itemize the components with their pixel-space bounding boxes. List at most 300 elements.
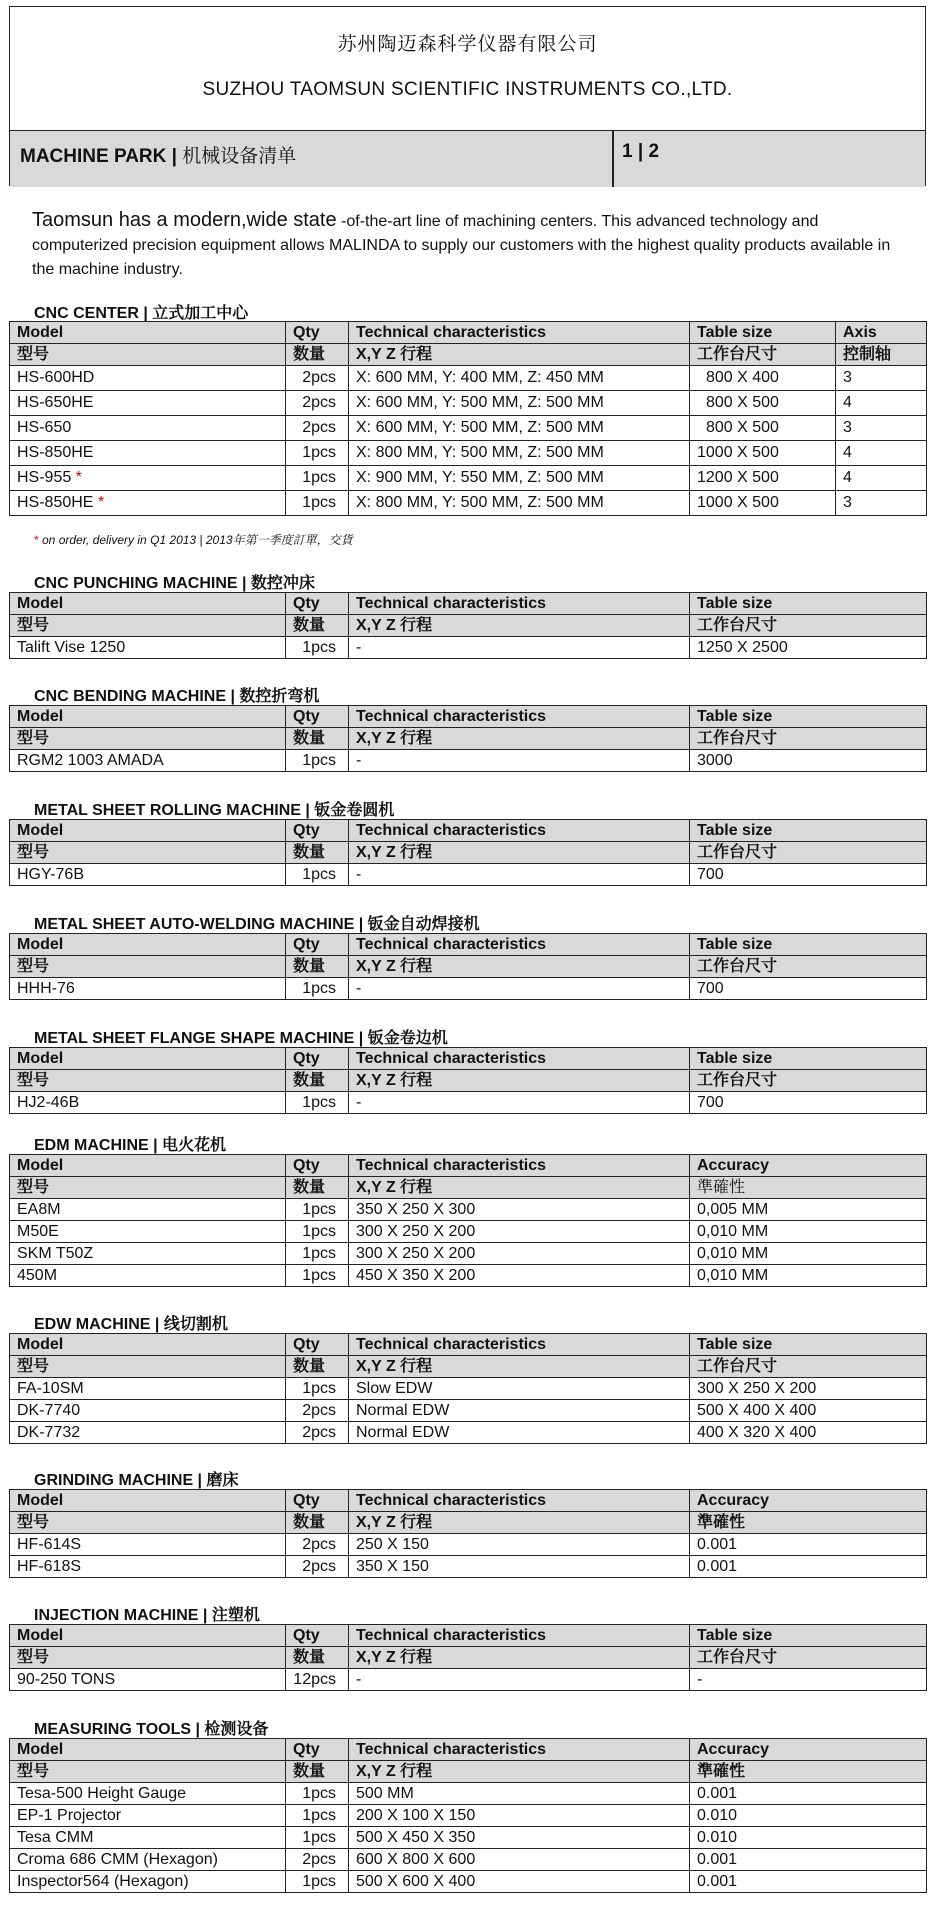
column-header: Model [10,706,286,728]
table-injection [9,1624,927,1691]
column-header: 型号 [10,1177,286,1199]
table-row [10,1669,927,1691]
column-header: 型号 [10,842,286,864]
table-cell: * [34,533,39,547]
column-header: Technical characteristics [349,1048,690,1070]
table-cell: 立式加工中心 [152,305,249,322]
column-header: Qty [286,1625,349,1647]
section-title-edw [34,1311,228,1334]
table-row [10,1221,927,1243]
table-row [10,1805,927,1827]
column-header: Qty [286,322,349,344]
section-title-measuring [34,1716,268,1739]
column-header: Model [10,593,286,615]
table-cell: 线切割机 [163,1316,228,1333]
column-header: Model [10,934,286,956]
table-cell: 3 [836,366,927,391]
column-header: Qty [286,1048,349,1070]
table-cell: HF-614S [10,1534,286,1556]
table-rolling [9,819,927,886]
table-cell: 1pcs [286,491,349,516]
table-cell: M50E [10,1221,286,1243]
column-header: 数量 [286,1512,349,1534]
table-cell: RGM2 1003 AMADA [10,750,286,772]
table-cell: HS-650HE [10,391,286,416]
table-cell: 1pcs [286,441,349,466]
table-cell: - [690,1669,927,1691]
column-header: Technical characteristics [349,706,690,728]
table-cell: 3 [836,491,927,516]
column-header: 型号 [10,956,286,978]
table-row [10,1243,927,1265]
page-number: 1 | 2 [622,141,660,162]
table-row [10,1871,927,1893]
column-header: X,Y Z 行程 [349,615,690,637]
column-header: Axis [836,322,927,344]
column-header: Model [10,322,286,344]
table-cell: 300 X 250 X 200 [349,1221,690,1243]
column-header: 型号 [10,615,286,637]
page-title [20,141,296,168]
column-header: Table size [690,706,927,728]
table-cell: 1pcs [286,1243,349,1265]
table-cell: 1pcs [286,1265,349,1287]
column-header: Technical characteristics [349,593,690,615]
column-header: Technical characteristics [349,1155,690,1177]
table-cell: 0.010 [690,1827,927,1849]
table-cell: HHH-76 [10,978,286,1000]
table-cell: 12pcs [286,1669,349,1691]
column-header: Model [10,1490,286,1512]
column-header: Technical characteristics [349,820,690,842]
table-cell: 400 X 320 X 400 [690,1422,927,1444]
column-header: X,Y Z 行程 [349,1356,690,1378]
table-row [10,1534,927,1556]
table-bending [9,705,927,772]
column-header: Model [10,1625,286,1647]
header-row-cn [10,615,927,637]
table-cell: 4 [836,391,927,416]
section-title-edm [34,1132,226,1155]
table-cell: - [349,1092,690,1114]
column-header: Technical characteristics [349,1334,690,1356]
order-star: * [75,469,82,486]
table-row [10,1827,927,1849]
table-cell: HJ2-46B [10,1092,286,1114]
column-header: Table size [690,322,836,344]
table-row [10,1265,927,1287]
table-cell: 700 [690,978,927,1000]
header-row-cn [10,1647,927,1669]
table-cell: DK-7740 [10,1400,286,1422]
table-edw [9,1333,927,1444]
column-header: Table size [690,1048,927,1070]
header-row-cn [10,1356,927,1378]
column-header: Technical characteristics [349,322,690,344]
section-title-grinding [34,1467,239,1490]
table-cell: 0,010 MM [690,1221,927,1243]
column-header: Table size [690,820,927,842]
table-cell: 1pcs [286,1221,349,1243]
column-header: 型号 [10,1761,286,1783]
page-title-en: MACHINE PARK | [20,146,183,167]
table-cell: 1pcs [286,1805,349,1827]
table-cell: 1pcs [286,637,349,659]
table-cell: 600 X 800 X 600 [349,1849,690,1871]
table-cell: 90-250 TONS [10,1669,286,1691]
table-cell: 500 X 450 X 350 [349,1827,690,1849]
table-cell: 800 X 500 [690,416,836,441]
table-cell: EP-1 Projector [10,1805,286,1827]
table-cell: 数控冲床 [250,575,315,592]
table-row [10,1400,927,1422]
section-title-bending [34,683,319,706]
column-header: 数量 [286,344,349,366]
table-cell: EA8M [10,1199,286,1221]
table-cell: FA-10SM [10,1378,286,1400]
table-cell: Slow EDW [349,1378,690,1400]
header-row-cn [10,1177,927,1199]
table-row [10,1092,927,1114]
table-cell: 0,005 MM [690,1199,927,1221]
intro-lead: Taomsun has a modern,wide state [32,209,337,231]
table-cell: GRINDING MACHINE | [34,1472,207,1489]
column-header: Technical characteristics [349,1490,690,1512]
table-cell: 4 [836,466,927,491]
table-cell: - [349,978,690,1000]
column-header: Technical characteristics [349,1739,690,1761]
table-cell: 1pcs [286,1783,349,1805]
table-cell: Normal EDW [349,1422,690,1444]
table-cell: 1pcs [286,750,349,772]
table-cell: METAL SHEET ROLLING MACHINE | [34,802,315,819]
table-row [10,1199,927,1221]
table-flange [9,1047,927,1114]
table-cell: X: 600 MM, Y: 500 MM, Z: 500 MM [349,416,690,441]
table-cell: 1pcs [286,1199,349,1221]
table-cell: 700 [690,864,927,886]
table-cell: 500 X 600 X 400 [349,1871,690,1893]
table-row [10,978,927,1000]
column-header: 型号 [10,1647,286,1669]
table-cell: 电火花机 [162,1137,227,1154]
table-edm [9,1154,927,1287]
table-punching [9,592,927,659]
table-cell: 800 X 500 [690,391,836,416]
table-cell: 0,010 MM [690,1243,927,1265]
table-cell: SKM T50Z [10,1243,286,1265]
table-cell: 2pcs [286,366,349,391]
table-row [10,1378,927,1400]
column-header: 数量 [286,1177,349,1199]
table-cnc-center [9,321,927,516]
table-cell: 0.001 [690,1556,927,1578]
table-cell: 0.001 [690,1783,927,1805]
column-header: 型号 [10,1070,286,1092]
table-cell: - [349,864,690,886]
table-cell: EDW MACHINE | [34,1316,164,1333]
column-header: 数量 [286,842,349,864]
page-title-cn: 机械设备清单 [182,146,297,167]
header-row-cn [10,728,927,750]
column-header: 数量 [286,728,349,750]
table-measuring [9,1738,927,1893]
column-header: Qty [286,1490,349,1512]
title-band [10,130,925,187]
table-cell: 250 X 150 [349,1534,690,1556]
table-cell: 500 MM [349,1783,690,1805]
column-header: Model [10,1739,286,1761]
intro-rest: -of-the-art line of machining centers. This advanced technology and computerized precision equipment allows MALINDA to supply our customers with the highest quality products available in the machine industry. [32,213,891,278]
table-cell: MEASURING TOOLS | [34,1721,205,1738]
section-title-rolling [34,797,394,820]
table-cell: 1200 X 500 [690,466,836,491]
column-header: Qty [286,820,349,842]
column-header: Accuracy [690,1739,927,1761]
table-cell: - [349,1669,690,1691]
column-header: 型号 [10,1512,286,1534]
table-cell: Talift Vise 1250 [10,637,286,659]
table-cell: 1pcs [286,864,349,886]
header-row [10,706,927,728]
column-header: 工作台尺寸 [690,956,927,978]
header-row [10,1739,927,1761]
column-header: Accuracy [690,1490,927,1512]
table-cell: 3 [836,416,927,441]
header-row [10,593,927,615]
column-header: Qty [286,593,349,615]
table-cell: 2pcs [286,1422,349,1444]
column-header: 控制轴 [836,344,927,366]
column-header: Table size [690,593,927,615]
table-row [10,1422,927,1444]
column-header: Table size [690,1334,927,1356]
column-header: X,Y Z 行程 [349,1070,690,1092]
header-row-cn [10,1070,927,1092]
table-cell: 钣金卷边机 [367,1030,448,1047]
table-cell: CNC BENDING MACHINE | [34,688,240,705]
column-header: 数量 [286,956,349,978]
column-header: 工作台尺寸 [690,842,927,864]
table-cell: 0.001 [690,1849,927,1871]
column-header: Model [10,1334,286,1356]
table-cell: 700 [690,1092,927,1114]
table-cell: 1pcs [286,1871,349,1893]
table-cell: 2pcs [286,1400,349,1422]
table-welding [9,933,927,1000]
header-row-cn [10,956,927,978]
table-cell: X: 800 MM, Y: 500 MM, Z: 500 MM [349,441,690,466]
table-cell: 1250 X 2500 [690,637,927,659]
table-cell: METAL SHEET FLANGE SHAPE MACHINE | [34,1030,368,1047]
header-row [10,820,927,842]
table-row [10,366,927,391]
table-cell: 1pcs [286,466,349,491]
table-cell: INJECTION MACHINE | [34,1607,212,1624]
table-cell: 注塑机 [211,1607,260,1624]
table-cell: 2pcs [286,1849,349,1871]
table-cell: Tesa-500 Height Gauge [10,1783,286,1805]
title-divider [612,131,614,187]
table-row [10,1556,927,1578]
table-cell: 2pcs [286,391,349,416]
header-row [10,1155,927,1177]
section-title-injection [34,1602,260,1625]
table-cell: 300 X 250 X 200 [349,1243,690,1265]
column-header: 数量 [286,615,349,637]
table-cell: 钣金自动焊接机 [367,916,480,933]
column-header: 工作台尺寸 [690,615,927,637]
table-cell: 800 X 400 [690,366,836,391]
table-row [10,750,927,772]
table-cell: HS-650 [10,416,286,441]
table-cell: CNC PUNCHING MACHINE | [34,575,251,592]
column-header: Technical characteristics [349,934,690,956]
table-cell: HGY-76B [10,864,286,886]
table-cell: X: 600 MM, Y: 500 MM, Z: 500 MM [349,391,690,416]
column-header: 工作台尺寸 [690,1356,927,1378]
table-cell: 0.010 [690,1805,927,1827]
table-cell: X: 800 MM, Y: 500 MM, Z: 500 MM [349,491,690,516]
header-row [10,322,927,344]
column-header: X,Y Z 行程 [349,728,690,750]
column-header: Qty [286,1739,349,1761]
column-header: Qty [286,706,349,728]
order-star: * [97,494,105,511]
column-header: 準確性 [690,1512,927,1534]
table-cell: 4 [836,441,927,466]
column-header: Model [10,1048,286,1070]
company-name-en: SUZHOU TAOMSUN SCIENTIFIC INSTRUMENTS CO.,LTD. [202,79,733,100]
table-cell: METAL SHEET AUTO-WELDING MACHINE | [34,916,368,933]
table-cell: HS-600HD [10,366,286,391]
table-cell: 1pcs [286,1092,349,1114]
column-header: Accuracy [690,1155,927,1177]
column-header: 数量 [286,1070,349,1092]
column-header: X,Y Z 行程 [349,1177,690,1199]
column-header: 型号 [10,728,286,750]
table-cell: Inspector564 (Hexagon) [10,1871,286,1893]
table-grinding [9,1489,927,1578]
table-cell: 1000 X 500 [690,441,836,466]
section-title-punching [34,570,315,593]
table-cell: 350 X 150 [349,1556,690,1578]
table-cell: Normal EDW [349,1400,690,1422]
column-header: X,Y Z 行程 [349,842,690,864]
column-header: X,Y Z 行程 [349,1647,690,1669]
column-header: X,Y Z 行程 [349,1512,690,1534]
column-header: Table size [690,934,927,956]
table-cell: 数控折弯机 [239,688,320,705]
header-row-cn [10,1512,927,1534]
table-cell: 0.001 [690,1871,927,1893]
table-cell: HS-955 * [10,466,286,491]
table-row [10,1849,927,1871]
intro-paragraph [32,208,892,282]
table-cell: 1pcs [286,978,349,1000]
table-cell: 0.001 [690,1534,927,1556]
column-header: 準確性 [690,1761,927,1783]
column-header: X,Y Z 行程 [349,344,690,366]
column-header: Qty [286,1155,349,1177]
table-cell: 磨床 [206,1472,239,1489]
column-header: 工作台尺寸 [690,1647,927,1669]
table-cell: 钣金卷圆机 [314,802,395,819]
section-title-cnc-center [34,300,248,323]
column-header: 工作台尺寸 [690,1070,927,1092]
header-row-cn [10,344,927,366]
table-row [10,441,927,466]
column-header: Qty [286,1334,349,1356]
header-row [10,934,927,956]
table-cell: 0,010 MM [690,1265,927,1287]
table-row [10,637,927,659]
document-header [9,6,926,186]
column-header: Model [10,1155,286,1177]
header-row [10,1625,927,1647]
column-header: Technical characteristics [349,1625,690,1647]
table-cell: 2pcs [286,1556,349,1578]
column-header: 準確性 [690,1177,927,1199]
column-header: Qty [286,934,349,956]
table-cell: X: 900 MM, Y: 550 MM, Z: 500 MM [349,466,690,491]
header-row [10,1334,927,1356]
table-row [10,491,927,516]
table-cell: - [349,637,690,659]
table-row [10,391,927,416]
table-cell: 1pcs [286,1827,349,1849]
column-header: 工作台尺寸 [690,344,836,366]
header-row [10,1490,927,1512]
table-cell: X: 600 MM, Y: 400 MM, Z: 450 MM [349,366,690,391]
section-title-flange [34,1025,448,1048]
table-cell: - [349,750,690,772]
column-header: Model [10,820,286,842]
column-header: 工作台尺寸 [690,728,927,750]
column-header: 数量 [286,1647,349,1669]
table-cell: on order, delivery in Q1 2013 | 2013年第一季度訂單，交貨 [38,533,353,547]
table-cell: 500 X 400 X 400 [690,1400,927,1422]
table-cell: Tesa CMM [10,1827,286,1849]
table-cell: 2pcs [286,416,349,441]
header-row [10,1048,927,1070]
table-cell: 3000 [690,750,927,772]
table-cell: 450M [10,1265,286,1287]
table-cell: 350 X 250 X 300 [349,1199,690,1221]
table-cell: 1000 X 500 [690,491,836,516]
column-header: X,Y Z 行程 [349,1761,690,1783]
table-cell: 300 X 250 X 200 [690,1378,927,1400]
table-cell: EDM MACHINE | [34,1137,163,1154]
company-name-cn: 苏州陶迈森科学仪器有限公司 [337,34,598,55]
table-row [10,466,927,491]
table-cell: 450 X 350 X 200 [349,1265,690,1287]
column-header: 数量 [286,1761,349,1783]
section-title-welding [34,911,480,934]
table-cell: HS-850HE [10,441,286,466]
column-header: 型号 [10,344,286,366]
column-header: Table size [690,1625,927,1647]
table-cell: Croma 686 CMM (Hexagon) [10,1849,286,1871]
table-cell: 检测设备 [204,1721,269,1738]
column-header: 数量 [286,1356,349,1378]
header-row-cn [10,842,927,864]
order-note [34,531,353,548]
table-cell: CNC CENTER | [34,305,153,322]
column-header: X,Y Z 行程 [349,956,690,978]
table-cell: HS-850HE * [10,491,286,516]
column-header: 型号 [10,1356,286,1378]
